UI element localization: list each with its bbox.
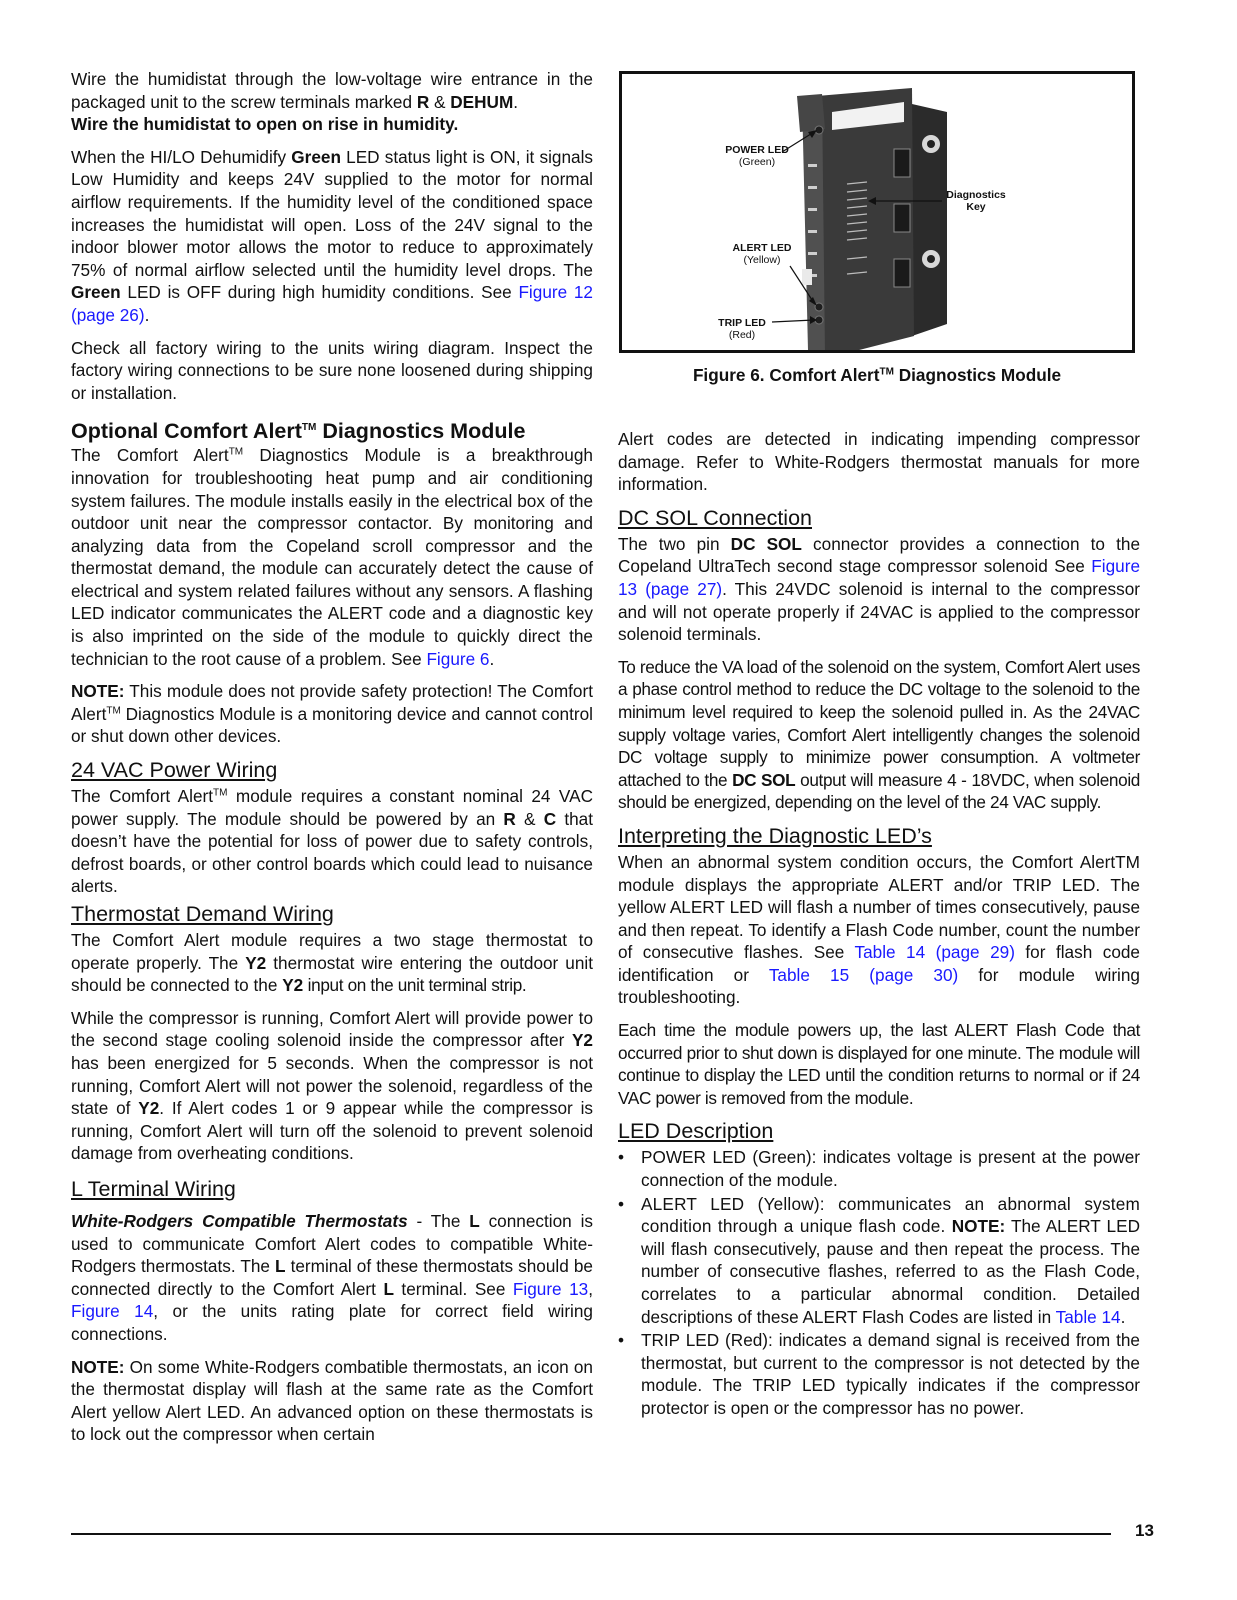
text: ALERT LED (Yellow): communicates an abnormal system condition through a unique flash code. (641, 1193, 1140, 1237)
terminal-r: R (416, 91, 430, 112)
label-color: (Red) (728, 329, 756, 341)
text: . This 24VDC solenoid is internal to the compressor and will not operate properly if 24VAC is applied to the compressor solenoid terminals. (618, 578, 1140, 645)
power-led-label (717, 144, 797, 168)
table-14-link[interactable]: Table 14 (page 29) (854, 942, 1015, 963)
alert-led-label (722, 242, 802, 266)
terminal-dehum: DEHUM (450, 91, 514, 112)
text: While the compressor is running, Comfort Alert will provide power to the second stage cooling solenoid inside the compressor after (71, 1007, 593, 1051)
figure-13-link[interactable]: Figure 13 (page 27) (618, 556, 1140, 599)
l-terminal-paragraph (71, 1210, 593, 1346)
text: . (1120, 1306, 1126, 1327)
dc-sol-paragraph-2 (618, 656, 1140, 814)
dc-sol-heading: DC SOL Connection (618, 505, 812, 530)
led-description-heading: LED Description (618, 1119, 774, 1144)
terminal-y2: Y2 (282, 975, 304, 996)
list-item-alert-led (618, 1193, 1140, 1329)
text: connection is used to communicate Comfort Alert codes to compatible White-Rodgers thermostats. The (71, 1210, 593, 1277)
comfort-alert-note (71, 680, 593, 748)
text: Diagnostics Module is a monitoring device and cannot control or shut down other devices. (71, 703, 593, 747)
text: thermostat wire entering the outdoor unit should be connected to the (71, 952, 593, 996)
text: The Comfort Alert (71, 786, 214, 807)
list-item-power-led: • POWER LED (Green): indicates voltage is present at the power connection of the module. (618, 1146, 1140, 1191)
terminal-l: L (275, 1256, 286, 1277)
label-title: Diagnostics (946, 189, 1006, 201)
interpreting-paragraph-1 (618, 851, 1140, 1009)
text: has been energized for 5 seconds. When the compressor is not running, Comfort Alert will not power the solenoid, regardless of the state of (71, 1052, 593, 1119)
power-wiring-paragraph (71, 785, 593, 898)
text: This module does not provide safety protection! The Comfort Alert (71, 681, 593, 724)
figure-14-link[interactable]: Figure 14 (71, 1301, 154, 1322)
diagnostics-key-label (936, 189, 1016, 213)
power-wiring-heading: 24 VAC Power Wiring (71, 758, 278, 783)
page-number: 13 (1135, 1521, 1154, 1540)
text: When an abnormal system condition occurs, the Comfort AlertTM module displays the appropriate ALERT and/or TRIP LED. The yellow ALERT LED will flash a number of times consecutively, pause and then repeat. To identify a Flash Code number, count the number of consecutive flashes. See (618, 851, 1140, 963)
text: Optional Comfort Alert (71, 419, 302, 444)
interpreting-paragraph-2: Each time the module powers up, the last ALERT Flash Code that occurred prior to shut down is displayed for one minute. The module will continue to display the LED until the condition returns to normal or if 24 VAC power is removed from the module. (618, 1020, 1140, 1108)
right-column (618, 428, 1140, 1421)
dc-sol-term: DC SOL (730, 533, 802, 554)
note-label: NOTE: (71, 681, 125, 702)
text: Figure 6. Comfort Alert (692, 365, 880, 385)
text: , or the units rating plate for correct field wiring connections. (71, 1301, 593, 1344)
module-illustration (622, 74, 1132, 350)
text: The two pin (618, 533, 731, 554)
text: The Comfort Alert module requires a two stage thermostat to operate properly. The (71, 930, 593, 973)
dc-sol-term: DC SOL (732, 769, 796, 790)
text: terminal of these thermostats should be connected directly to the Comfort Alert (71, 1256, 593, 1299)
text: connector provides a connection to the Copeland UltraTech second stage compressor solenoid See (618, 533, 1140, 577)
text: for module wiring troubleshooting. (618, 964, 1140, 1008)
text: Diagnostics Module (316, 419, 526, 444)
left-column (71, 68, 593, 1456)
interpreting-leds-heading: Interpreting the Diagnostic LED’s (618, 823, 932, 848)
terminal-y2: Y2 (138, 1098, 160, 1119)
l-terminal-note (71, 1356, 593, 1446)
trip-led-label (702, 317, 782, 341)
hilo-dehumidify-paragraph (71, 146, 593, 327)
text: Diagnostics Module (893, 365, 1062, 385)
text: Wire the humidistat through the low-voltage wire entrance in the packaged unit to the screw terminals marked (71, 69, 593, 112)
label-title: POWER LED (725, 144, 789, 156)
text: To reduce the VA load of the solenoid on the system, Comfort Alert uses a phase control method to reduce the DC voltage to the solenoid to the minimum level required to keep the solenoid pulled in. As the 24VAC supply voltage varies, Comfort Alert intelligently changes the solenoid DC voltage supply to minimize power consumption. A voltmeter attached to the (618, 656, 1140, 790)
label-color: (Green) (738, 156, 776, 168)
white-rodgers-lead: White-Rodgers Compatible Thermostats (71, 1210, 408, 1231)
text: Green (71, 282, 121, 303)
text: Diagnostics Module is a breakthrough innovation for troubleshooting heat pump and air conditioning system failures. The module installs easily in the electrical box of the outdoor unit near the compressor contactor. By monitoring and analyzing data from the Copeland scroll compressor and the thermostat demand, the module can accurately detect the cause of electrical and system related failures without any sensors. A flashing LED indicator communicates the ALERT code and a diagnostic key is also imprinted on the side of the module to quickly direct the technician to the root cause of a problem. See (71, 445, 593, 669)
figure-13-link[interactable]: Figure 13 (512, 1278, 589, 1299)
terminal-y2: Y2 (571, 1030, 593, 1051)
trademark: TM (106, 705, 121, 717)
text: terminal. See (393, 1278, 513, 1299)
label-title: Key (966, 201, 986, 213)
text: for flash code identification or (618, 942, 1140, 985)
text: LED is OFF during high humidity conditions. See (120, 282, 519, 303)
figure-caption (619, 365, 1135, 386)
text: . (513, 91, 519, 112)
text: module requires a constant nominal 24 VAC power supply. The module should be powered by an (71, 786, 593, 829)
table-14-link[interactable]: Table 14 (1055, 1306, 1121, 1327)
text: On some White-Rodgers combatible thermostats, an icon on the thermostat display will flash at the same rate as the Comfort Alert yellow Alert LED. An advanced option on these thermostats is to lock out the compressor when certain (71, 1356, 593, 1445)
text: Green (291, 146, 341, 167)
text: . (144, 304, 150, 325)
note-label: NOTE: (71, 1356, 125, 1377)
text: that doesn’t have the potential for loss of power due to safety controls, defrost boards, or other control boards which could lead to nuisance alerts. (71, 808, 593, 897)
figure-6-comfort-alert-module (619, 71, 1135, 353)
comfort-alert-intro (71, 444, 593, 670)
text: The ALERT LED will flash consecutively, pause and then repeat the process. The number of consecutive flashes, referred to as the Flash Code, correlates to a particular abnormal condition. Detailed descriptions of these ALERT Flash Codes are listed in (641, 1216, 1140, 1327)
text: The Comfort Alert (71, 445, 229, 466)
note-label: NOTE: (951, 1216, 1006, 1237)
trademark: TM (301, 422, 317, 434)
factory-wiring-paragraph: Check all factory wiring to the units wiring diagram. Inspect the factory wiring connections to be sure none loosened during shipping or installation. (71, 337, 593, 403)
comfort-alert-heading (71, 418, 593, 444)
list-item-trip-led: • TRIP LED (Red): indicates a demand signal is received from the thermostat, but current to the compressor is not detected by the module. The TRIP LED typically indicates if the compressor protector is open or the compressor has no power. (618, 1329, 1140, 1419)
text: & (429, 91, 451, 112)
text: input on the unit terminal strip. (303, 975, 527, 996)
terminal-l: L (383, 1278, 394, 1299)
terminal-l: L (469, 1210, 480, 1231)
figure-6-link[interactable]: Figure 6 (426, 648, 490, 669)
dc-sol-paragraph-1 (618, 533, 1140, 646)
humidistat-wiring-paragraph (71, 68, 593, 136)
humidistat-warning: Wire the humidistat to open on rise in humidity. (71, 114, 459, 135)
thermostat-wiring-paragraph-1 (71, 929, 593, 997)
l-terminal-heading: L Terminal Wiring (71, 1176, 236, 1201)
trademark: TM (879, 366, 894, 378)
figure-12-link[interactable]: Figure 12 (page 26) (71, 282, 593, 325)
text: . If Alert codes 1 or 9 appear while the compressor is running, Comfort Alert will turn off the solenoid to prevent solenoid damage from overheating conditions. (71, 1098, 593, 1164)
thermostat-wiring-heading: Thermostat Demand Wiring (71, 902, 334, 926)
thermostat-wiring-paragraph-2 (71, 1007, 593, 1165)
terminal-c: C (543, 808, 557, 829)
text: , (588, 1278, 593, 1299)
text: output will measure 4 - 18VDC, when solenoid should be energized, depending on the level of the 24 VAC supply. (618, 769, 1140, 813)
alert-codes-continuation: Alert codes are detected in indicating impending compressor damage. Refer to White-Rodgers thermostat manuals for more information. (618, 429, 1140, 495)
led-description-list (618, 1146, 1140, 1419)
footer-rule (71, 1533, 1111, 1535)
label-title: TRIP LED (718, 317, 766, 329)
terminal-y2: Y2 (245, 952, 267, 973)
text: When the HI/LO Dehumidify (71, 146, 292, 167)
trademark: TM (228, 446, 244, 458)
label-color: (Yellow) (743, 254, 781, 266)
text: - The (407, 1210, 470, 1231)
text: . (489, 648, 495, 669)
text: LED status light is ON, it signals Low Humidity and keeps 24V supplied to the motor for normal airflow requirements. If the humidity level of the conditioned space increases the humidistat will open. Loss of the 24V signal to the indoor blower motor allows the motor to reduce to approximately 75% of normal airflow selected until the humidity level drops. The (71, 146, 593, 280)
terminal-r: R (503, 808, 516, 829)
table-15-link[interactable]: Table 15 (page 30) (768, 964, 959, 985)
trademark: TM (213, 787, 228, 799)
text: & (515, 808, 544, 829)
label-title: ALERT LED (732, 242, 792, 254)
